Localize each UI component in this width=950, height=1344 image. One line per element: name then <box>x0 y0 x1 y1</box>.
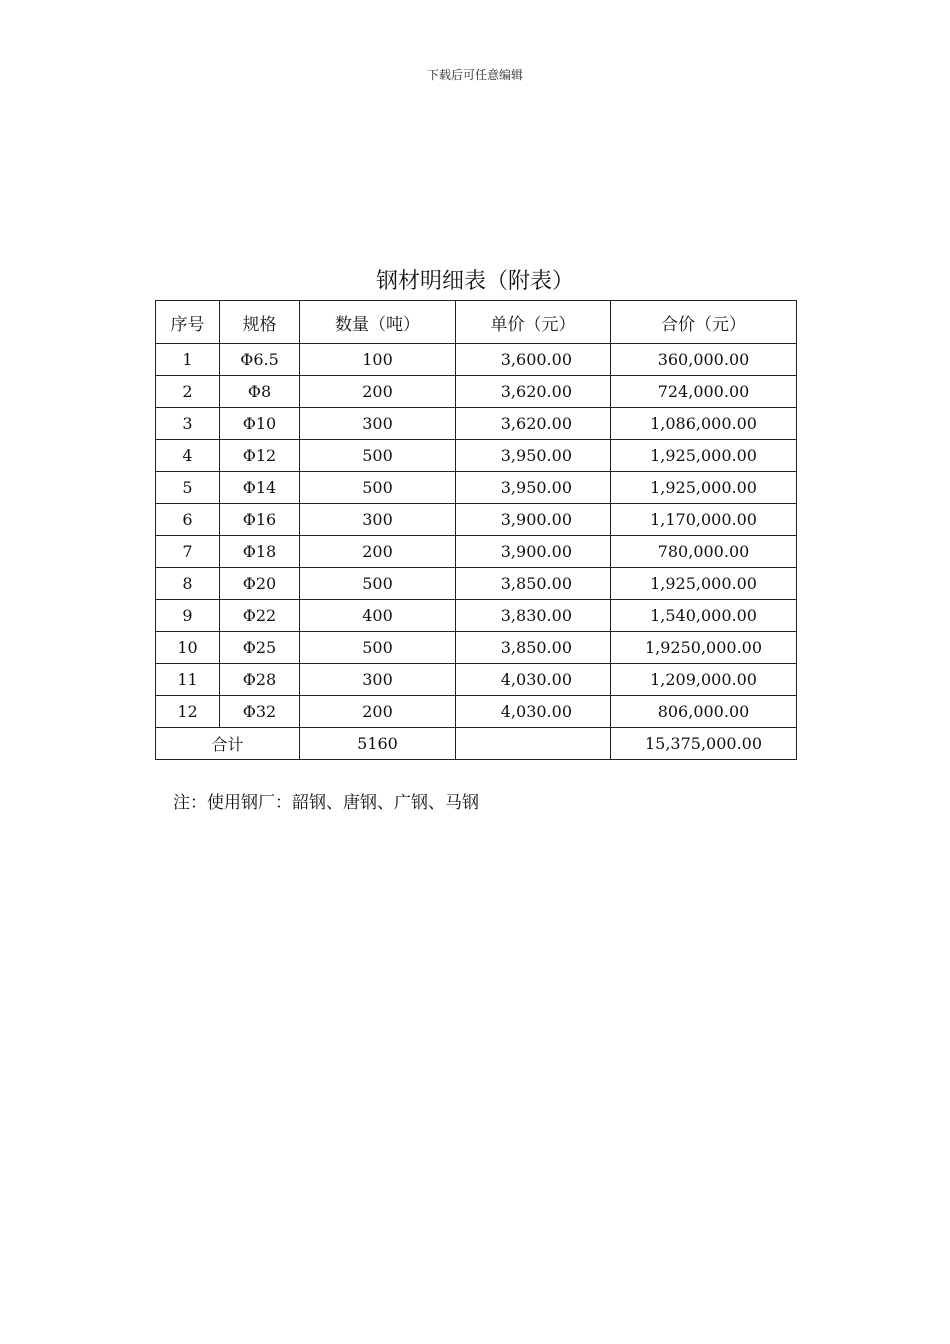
cell-amount: 360,000.00 <box>611 344 797 376</box>
cell-unit-price: 4,030.00 <box>456 696 611 728</box>
cell-spec: Φ16 <box>220 504 300 536</box>
cell-quantity: 200 <box>300 696 456 728</box>
total-unit-price <box>456 728 611 760</box>
cell-unit-price: 3,850.00 <box>456 568 611 600</box>
cell-index: 2 <box>156 376 220 408</box>
cell-quantity: 500 <box>300 568 456 600</box>
cell-spec: Φ6.5 <box>220 344 300 376</box>
cell-amount: 1,086,000.00 <box>611 408 797 440</box>
cell-spec: Φ22 <box>220 600 300 632</box>
cell-index: 3 <box>156 408 220 440</box>
cell-spec: Φ12 <box>220 440 300 472</box>
cell-quantity: 300 <box>300 664 456 696</box>
cell-unit-price: 3,950.00 <box>456 440 611 472</box>
document-title: 钢材明细表（附表） <box>375 269 574 294</box>
table-row <box>156 472 797 504</box>
footnote: 注：使用钢厂：韶钢、唐钢、广钢、马钢 <box>173 793 479 813</box>
cell-index: 12 <box>156 696 220 728</box>
cell-quantity: 300 <box>300 504 456 536</box>
cell-spec: Φ25 <box>220 632 300 664</box>
column-header-quantity: 数量（吨） <box>300 301 456 344</box>
table-row <box>156 536 797 568</box>
cell-spec: Φ18 <box>220 536 300 568</box>
cell-unit-price: 3,600.00 <box>456 344 611 376</box>
cell-unit-price: 3,850.00 <box>456 632 611 664</box>
cell-quantity: 500 <box>300 472 456 504</box>
cell-unit-price: 3,950.00 <box>456 472 611 504</box>
cell-quantity: 100 <box>300 344 456 376</box>
steel-details-table <box>155 300 797 760</box>
table-row <box>156 344 797 376</box>
cell-spec: Φ20 <box>220 568 300 600</box>
cell-amount: 724,000.00 <box>611 376 797 408</box>
cell-quantity: 200 <box>300 376 456 408</box>
cell-quantity: 500 <box>300 632 456 664</box>
table-row <box>156 568 797 600</box>
cell-index: 5 <box>156 472 220 504</box>
cell-amount: 1,170,000.00 <box>611 504 797 536</box>
column-header-unit-price: 单价（元） <box>456 301 611 344</box>
cell-index: 1 <box>156 344 220 376</box>
cell-index: 9 <box>156 600 220 632</box>
cell-spec: Φ8 <box>220 376 300 408</box>
cell-amount: 1,925,000.00 <box>611 472 797 504</box>
cell-quantity: 400 <box>300 600 456 632</box>
table-row <box>156 440 797 472</box>
cell-unit-price: 4,030.00 <box>456 664 611 696</box>
header-note: 下载后可任意编辑 <box>426 68 523 82</box>
cell-index: 10 <box>156 632 220 664</box>
cell-spec: Φ32 <box>220 696 300 728</box>
cell-amount: 1,925,000.00 <box>611 440 797 472</box>
table-row <box>156 376 797 408</box>
cell-unit-price: 3,620.00 <box>456 376 611 408</box>
cell-index: 4 <box>156 440 220 472</box>
table-row <box>156 408 797 440</box>
column-header-amount: 合价（元） <box>611 301 797 344</box>
cell-index: 8 <box>156 568 220 600</box>
cell-amount: 1,540,000.00 <box>611 600 797 632</box>
cell-unit-price: 3,900.00 <box>456 504 611 536</box>
cell-unit-price: 3,900.00 <box>456 536 611 568</box>
table-row <box>156 632 797 664</box>
cell-spec: Φ10 <box>220 408 300 440</box>
column-header-index: 序号 <box>156 301 220 344</box>
cell-unit-price: 3,830.00 <box>456 600 611 632</box>
table-row <box>156 696 797 728</box>
cell-index: 6 <box>156 504 220 536</box>
cell-quantity: 500 <box>300 440 456 472</box>
cell-quantity: 200 <box>300 536 456 568</box>
cell-index: 7 <box>156 536 220 568</box>
cell-amount: 806,000.00 <box>611 696 797 728</box>
total-label: 合计 <box>156 728 300 760</box>
cell-amount: 780,000.00 <box>611 536 797 568</box>
cell-amount: 1,925,000.00 <box>611 568 797 600</box>
cell-index: 11 <box>156 664 220 696</box>
cell-spec: Φ28 <box>220 664 300 696</box>
table-row <box>156 504 797 536</box>
table-row <box>156 664 797 696</box>
table-row <box>156 600 797 632</box>
cell-amount: 1,9250,000.00 <box>611 632 797 664</box>
table-header-row <box>156 301 797 344</box>
total-quantity: 5160 <box>300 728 456 760</box>
cell-quantity: 300 <box>300 408 456 440</box>
column-header-spec: 规格 <box>220 301 300 344</box>
cell-amount: 1,209,000.00 <box>611 664 797 696</box>
table-row-total <box>156 728 797 760</box>
total-amount: 15,375,000.00 <box>611 728 797 760</box>
cell-spec: Φ14 <box>220 472 300 504</box>
cell-unit-price: 3,620.00 <box>456 408 611 440</box>
